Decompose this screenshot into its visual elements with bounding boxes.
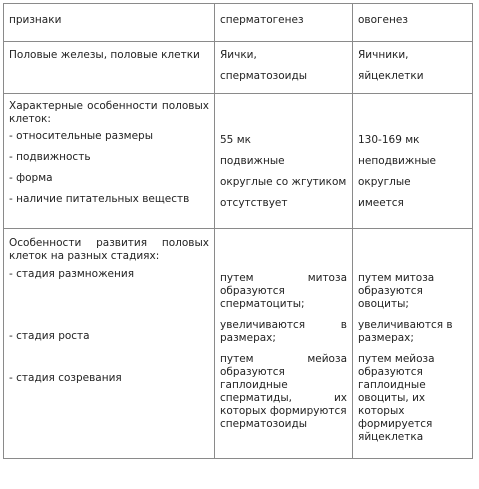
table-header-row — [4, 4, 473, 42]
header-spermatogenesis-text: сперматогенез — [220, 14, 304, 26]
row3-ovo-s3-l5: которых — [358, 405, 405, 417]
row3-ovo-cell — [353, 229, 473, 459]
row2-item-nutrients: - наличие питательных веществ — [9, 193, 190, 205]
row3-title-line1: Особенности развития половых — [9, 237, 209, 249]
row3-stage-maturation: - стадия созревания — [9, 372, 122, 384]
row2-ovo-shape: округлые — [358, 176, 411, 188]
header-cell-features — [4, 4, 215, 42]
row3-sperm-s3-l2: образуются — [220, 366, 285, 378]
row3-sperm-cell — [215, 229, 353, 459]
row3-ovo-s1-l3: овоциты; — [358, 298, 409, 310]
row2-feature-cell — [4, 94, 215, 229]
row2-ovo-mobility: неподвижные — [358, 155, 436, 167]
row3-sperm-s3-l3: гаплоидные — [220, 379, 288, 391]
row3-title-line2: клеток на разных стадиях: — [9, 250, 160, 262]
header-oogenesis-text: овогенез — [358, 14, 408, 26]
row2-ovo-nutrients: имеется — [358, 197, 404, 209]
row2-title-line2: клеток: — [9, 113, 51, 125]
row1-ovo-line1: Яичники, — [358, 49, 409, 61]
row3-ovo-s1-l1: путем митоза — [358, 272, 435, 284]
row3-ovo-s2-l1: увеличиваются в — [358, 319, 453, 331]
row1-feature-cell — [4, 42, 215, 94]
row3-feature-cell — [4, 229, 215, 459]
row3-ovo-s2-l2: размерах; — [358, 332, 414, 344]
row3-sperm-s3-l1: путем мейоза — [220, 353, 347, 365]
row3-ovo-s1-l2: образуются — [358, 285, 423, 297]
row1-sperm-cell — [215, 42, 353, 94]
row1-ovo-cell — [353, 42, 473, 94]
row2-item-shape: - форма — [9, 172, 53, 184]
row3-sperm-s3-l6: сперматозоиды — [220, 418, 308, 430]
row1-ovo-line2: яйцеклетки — [358, 70, 424, 82]
row2-ovo-cell — [353, 94, 473, 229]
row3-ovo-s3-l6: формируется — [358, 418, 433, 430]
row2-title-line1: Характерные особенности половых — [9, 100, 209, 112]
row2-sperm-mobility: подвижные — [220, 155, 285, 167]
table-row — [4, 94, 473, 229]
row3-ovo-s3-l7: яйцеклетка — [358, 431, 424, 443]
row2-ovo-size: 130-169 мк — [358, 134, 420, 146]
header-features-text: признаки — [9, 14, 62, 26]
row2-sperm-nutrients: отсутствует — [220, 197, 288, 209]
header-cell-spermatogenesis — [215, 4, 353, 42]
row1-sperm-text: Яички, сперматозоиды — [220, 49, 308, 82]
row3-stage-multiplication: - стадия размножения — [9, 268, 135, 280]
row3-ovo-s3-l2: образуются — [358, 366, 423, 378]
row3-sperm-s1-l3: сперматоциты; — [220, 298, 305, 310]
table-row — [4, 42, 473, 94]
header-cell-oogenesis — [353, 4, 473, 42]
row2-sperm-size: 55 мк — [220, 134, 251, 146]
row3-sperm-s3-l5: которых формируются — [220, 405, 347, 417]
row1-feature-text: Половые железы, половые клетки — [9, 49, 200, 61]
row3-stage-growth: - стадия роста — [9, 330, 90, 342]
row3-sperm-s2-l1: увеличиваются в — [220, 319, 347, 331]
row3-sperm-s1-l2: образуются — [220, 285, 285, 297]
row2-sperm-shape: округлые со жгутиком — [220, 176, 347, 188]
row2-item-mobility: - подвижность — [9, 151, 91, 163]
row3-ovo-s3-l3: гаплоидные — [358, 379, 426, 391]
row3-ovo-s3-l4: овоциты, их — [358, 392, 426, 404]
row3-sperm-s3-l4: сперматиды, их — [220, 392, 347, 404]
table-row — [4, 229, 473, 459]
row3-ovo-s3-l1: путем мейоза — [358, 353, 435, 365]
gametogenesis-table — [3, 3, 473, 459]
row2-item-size: - относительные размеры — [9, 130, 154, 142]
row3-sperm-s2-l2: размерах; — [220, 332, 276, 344]
row3-sperm-s1-l1: путем митоза — [220, 272, 347, 284]
row2-sperm-cell — [215, 94, 353, 229]
